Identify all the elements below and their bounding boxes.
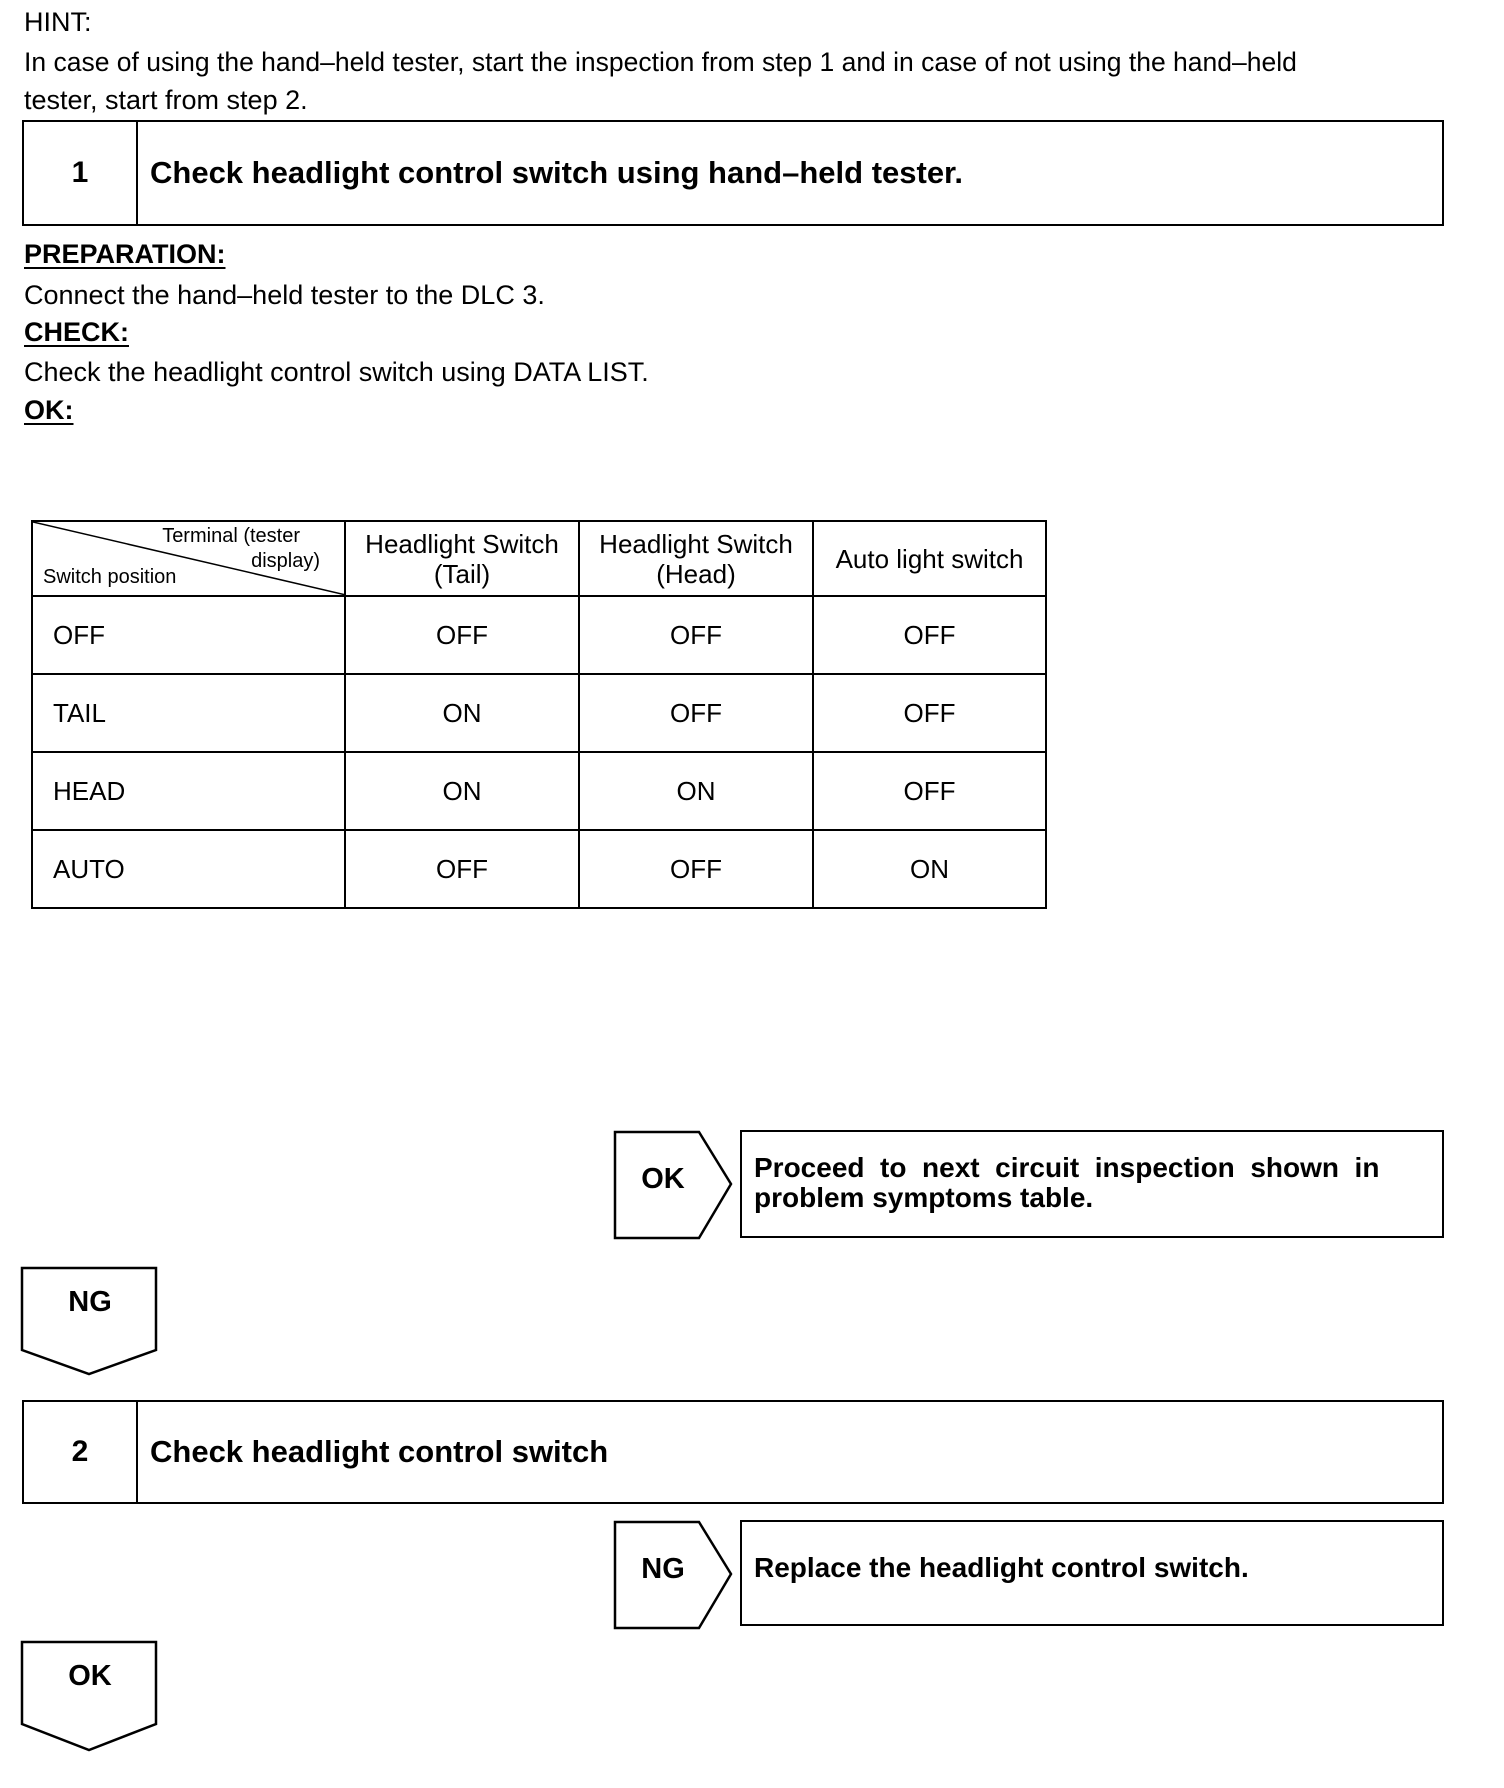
column-header-line2: (Tail) — [433, 558, 491, 589]
step-2-title: Check headlight control switch — [150, 1434, 609, 1469]
switch-data-table — [31, 520, 1047, 909]
table-cell: OFF — [579, 674, 813, 752]
step-1-box — [22, 120, 1444, 226]
table-cell: ON — [579, 752, 813, 830]
ok-label: OK: — [24, 395, 74, 425]
hint-text-line1: In case of using the hand–held tester, start the inspection from step 1 and in case of not using the hand–held — [24, 47, 1297, 77]
table-cell: OFF — [579, 596, 813, 674]
ok-flag-label-2: OK — [68, 1660, 112, 1692]
row-label: HEAD — [32, 752, 345, 830]
ng-flag-label-2: NG — [641, 1552, 685, 1585]
preparation-label: PREPARATION: — [24, 239, 226, 269]
corner-bottom-label: Switch position — [43, 566, 177, 588]
column-header — [345, 521, 579, 596]
ng-result-box-2 — [740, 1520, 1444, 1626]
column-header-line1: Headlight Switch — [365, 528, 559, 559]
row-label: AUTO — [32, 830, 345, 908]
table-corner-cell — [32, 521, 345, 596]
table-row — [32, 596, 1046, 674]
check-text: Check the headlight control switch using DATA LIST. — [24, 357, 649, 387]
column-header-line1: Headlight Switch — [599, 528, 793, 559]
column-header — [813, 521, 1046, 596]
table-row — [32, 830, 1046, 908]
corner-top-label-line2: display) — [251, 550, 320, 572]
ok-result-line2: problem symptoms table. — [754, 1182, 1094, 1213]
step-2-box — [22, 1400, 1444, 1504]
ok-result-line1: Proceed to next circuit inspection shown in — [754, 1152, 1380, 1183]
table-cell: OFF — [813, 674, 1046, 752]
column-header-line1: Auto light switch — [835, 543, 1024, 574]
table-cell: ON — [345, 752, 579, 830]
table-header-row — [32, 521, 1046, 596]
hint-text-line2: tester, start from step 2. — [24, 85, 308, 115]
ok-down-flag-2 — [20, 1640, 160, 1752]
table-cell: ON — [345, 674, 579, 752]
table-cell: ON — [813, 830, 1046, 908]
ok-flag-label-1: OK — [641, 1162, 685, 1195]
column-header-line2: (Head) — [656, 558, 736, 589]
table-row — [32, 752, 1046, 830]
ok-result-box-1 — [740, 1130, 1444, 1238]
table-cell: OFF — [579, 830, 813, 908]
preparation-text: Connect the hand–held tester to the DLC 3. — [24, 280, 545, 310]
row-label: OFF — [32, 596, 345, 674]
ng-flag-label-1: NG — [68, 1286, 112, 1318]
corner-top-label-line1: Terminal (tester — [162, 525, 300, 547]
step-2-number: 2 — [24, 1402, 138, 1502]
check-label: CHECK: — [24, 317, 129, 347]
table-cell: OFF — [345, 830, 579, 908]
ng-result-text: Replace the headlight control switch. — [754, 1552, 1249, 1583]
table-cell: OFF — [345, 596, 579, 674]
column-header — [579, 521, 813, 596]
table-cell: OFF — [813, 596, 1046, 674]
step-1-number: 1 — [24, 122, 138, 224]
table-row — [32, 674, 1046, 752]
row-label: TAIL — [32, 674, 345, 752]
step-1-title: Check headlight control switch using hand–held tester. — [150, 155, 964, 190]
table-cell: OFF — [813, 752, 1046, 830]
ng-down-flag-1 — [20, 1266, 160, 1376]
hint-label: HINT: — [24, 7, 92, 37]
